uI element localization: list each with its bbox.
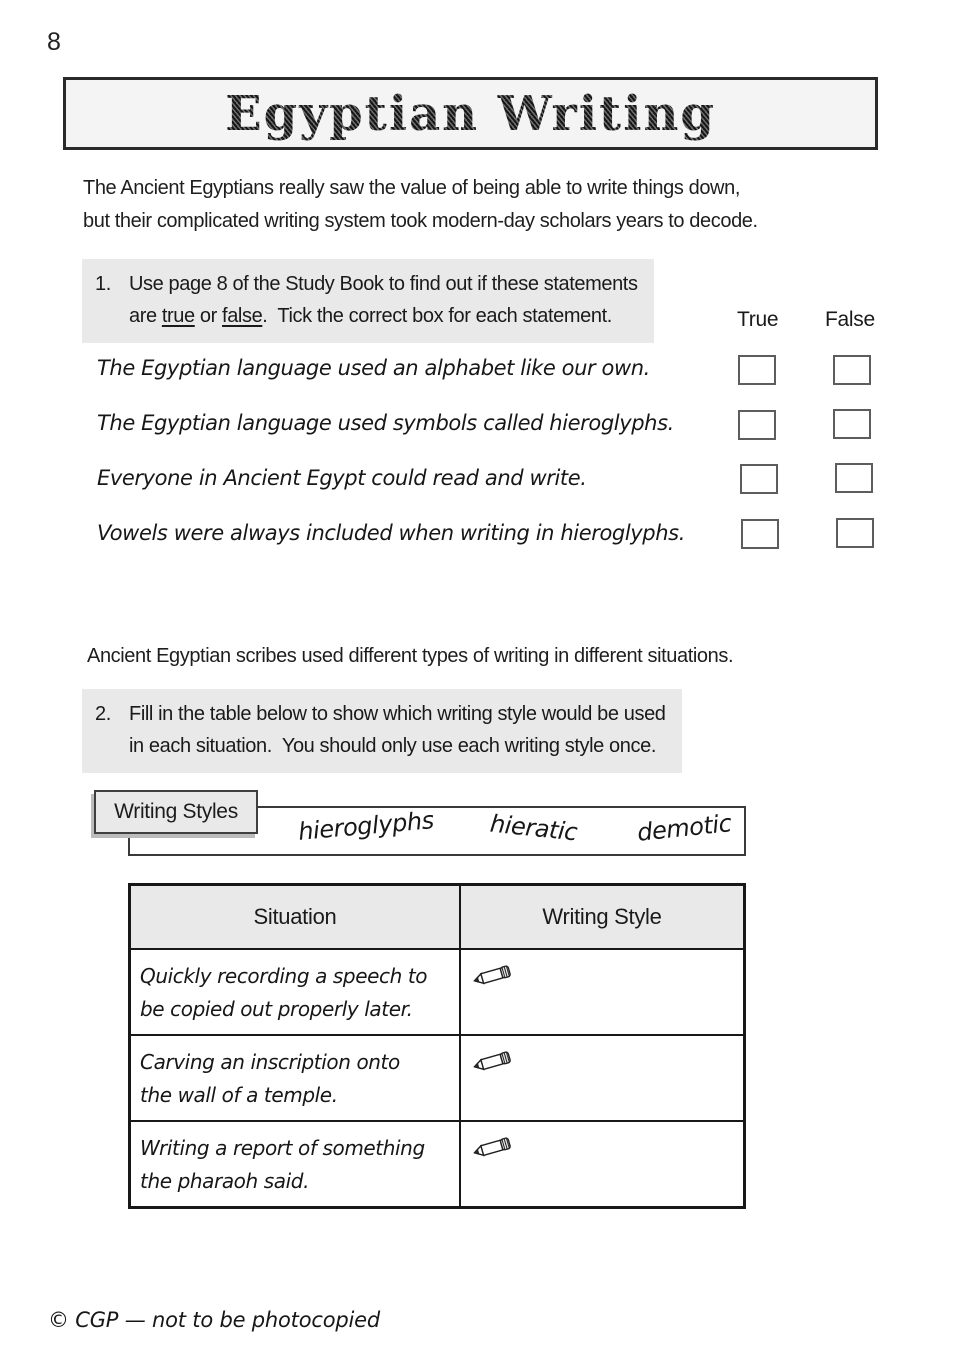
answer-cell-2[interactable] [461, 1036, 743, 1120]
table-header-style: Writing Style [461, 886, 743, 948]
scribes-note: Ancient Egyptian scribes used different types of writing in different situations. [87, 645, 734, 667]
column-header-false: False [825, 308, 875, 331]
writing-styles-label-box [94, 790, 258, 834]
false-word: false [222, 305, 263, 327]
question-2-line-2: in each situation. You should only use each writing style once. [129, 735, 656, 757]
checkbox-false-3[interactable] [835, 463, 873, 493]
writing-style-table [128, 883, 746, 1209]
checkbox-true-4[interactable] [741, 519, 779, 549]
question-1-text [129, 268, 638, 332]
statement-2: The Egyptian language used symbols called hieroglyphs. [97, 411, 674, 435]
intro-paragraph [83, 172, 758, 238]
checkbox-false-4[interactable] [836, 518, 874, 548]
question-1-box [82, 259, 654, 343]
table-row [131, 1034, 743, 1120]
answer-cell-3[interactable] [461, 1122, 743, 1206]
checkbox-true-2[interactable] [738, 410, 776, 440]
statement-1: The Egyptian language used an alphabet like our own. [97, 356, 650, 380]
writing-styles-label: Writing Styles [114, 800, 238, 823]
question-1-line-2: are true or false. Tick the correct box for each statement. [129, 305, 612, 327]
intro-line-1: The Ancient Egyptians really saw the value of being able to write things down, [83, 177, 740, 199]
table-header-situation: Situation [131, 886, 461, 948]
situation-cell-2: Carving an inscription onto the wall of a temple. [131, 1036, 461, 1120]
situation-cell-1: Quickly recording a speech to be copied out properly later. [131, 950, 461, 1034]
pencil-icon [471, 960, 515, 992]
pencil-icon [471, 1046, 515, 1078]
situation-cell-3: Writing a report of something the pharaoh said. [131, 1122, 461, 1206]
question-2-number: 2. [95, 703, 111, 725]
page-number: 8 [47, 28, 61, 56]
statement-3: Everyone in Ancient Egypt could read and write. [97, 466, 587, 490]
column-header-true: True [737, 308, 779, 331]
question-1-line-1: Use page 8 of the Study Book to find out if these statements [129, 273, 638, 295]
style-option-hieratic: hieratic [488, 809, 579, 847]
question-2-text [129, 698, 666, 762]
statement-4: Vowels were always included when writing in hieroglyphs. [97, 521, 685, 545]
checkbox-true-3[interactable] [740, 464, 778, 494]
page-title: Egyptian Writing [225, 85, 716, 142]
style-option-demotic: demotic [635, 809, 733, 847]
table-header-row [131, 886, 743, 948]
true-word: true [161, 305, 195, 327]
question-2-box [82, 689, 682, 773]
checkbox-false-2[interactable] [833, 409, 871, 439]
checkbox-true-1[interactable] [738, 355, 776, 385]
checkbox-false-1[interactable] [833, 355, 871, 385]
table-row [131, 948, 743, 1034]
table-row [131, 1120, 743, 1206]
copyright-footer: © CGP — not to be photocopied [48, 1308, 380, 1332]
style-option-hieroglyphs: hieroglyphs [297, 806, 435, 846]
question-1-number: 1. [95, 273, 111, 295]
question-2-line-1: Fill in the table below to show which writing style would be used [129, 703, 666, 725]
answer-cell-1[interactable] [461, 950, 743, 1034]
title-box [63, 77, 878, 150]
pencil-icon [471, 1132, 515, 1164]
intro-line-2: but their complicated writing system took modern-day scholars years to decode. [83, 210, 758, 232]
